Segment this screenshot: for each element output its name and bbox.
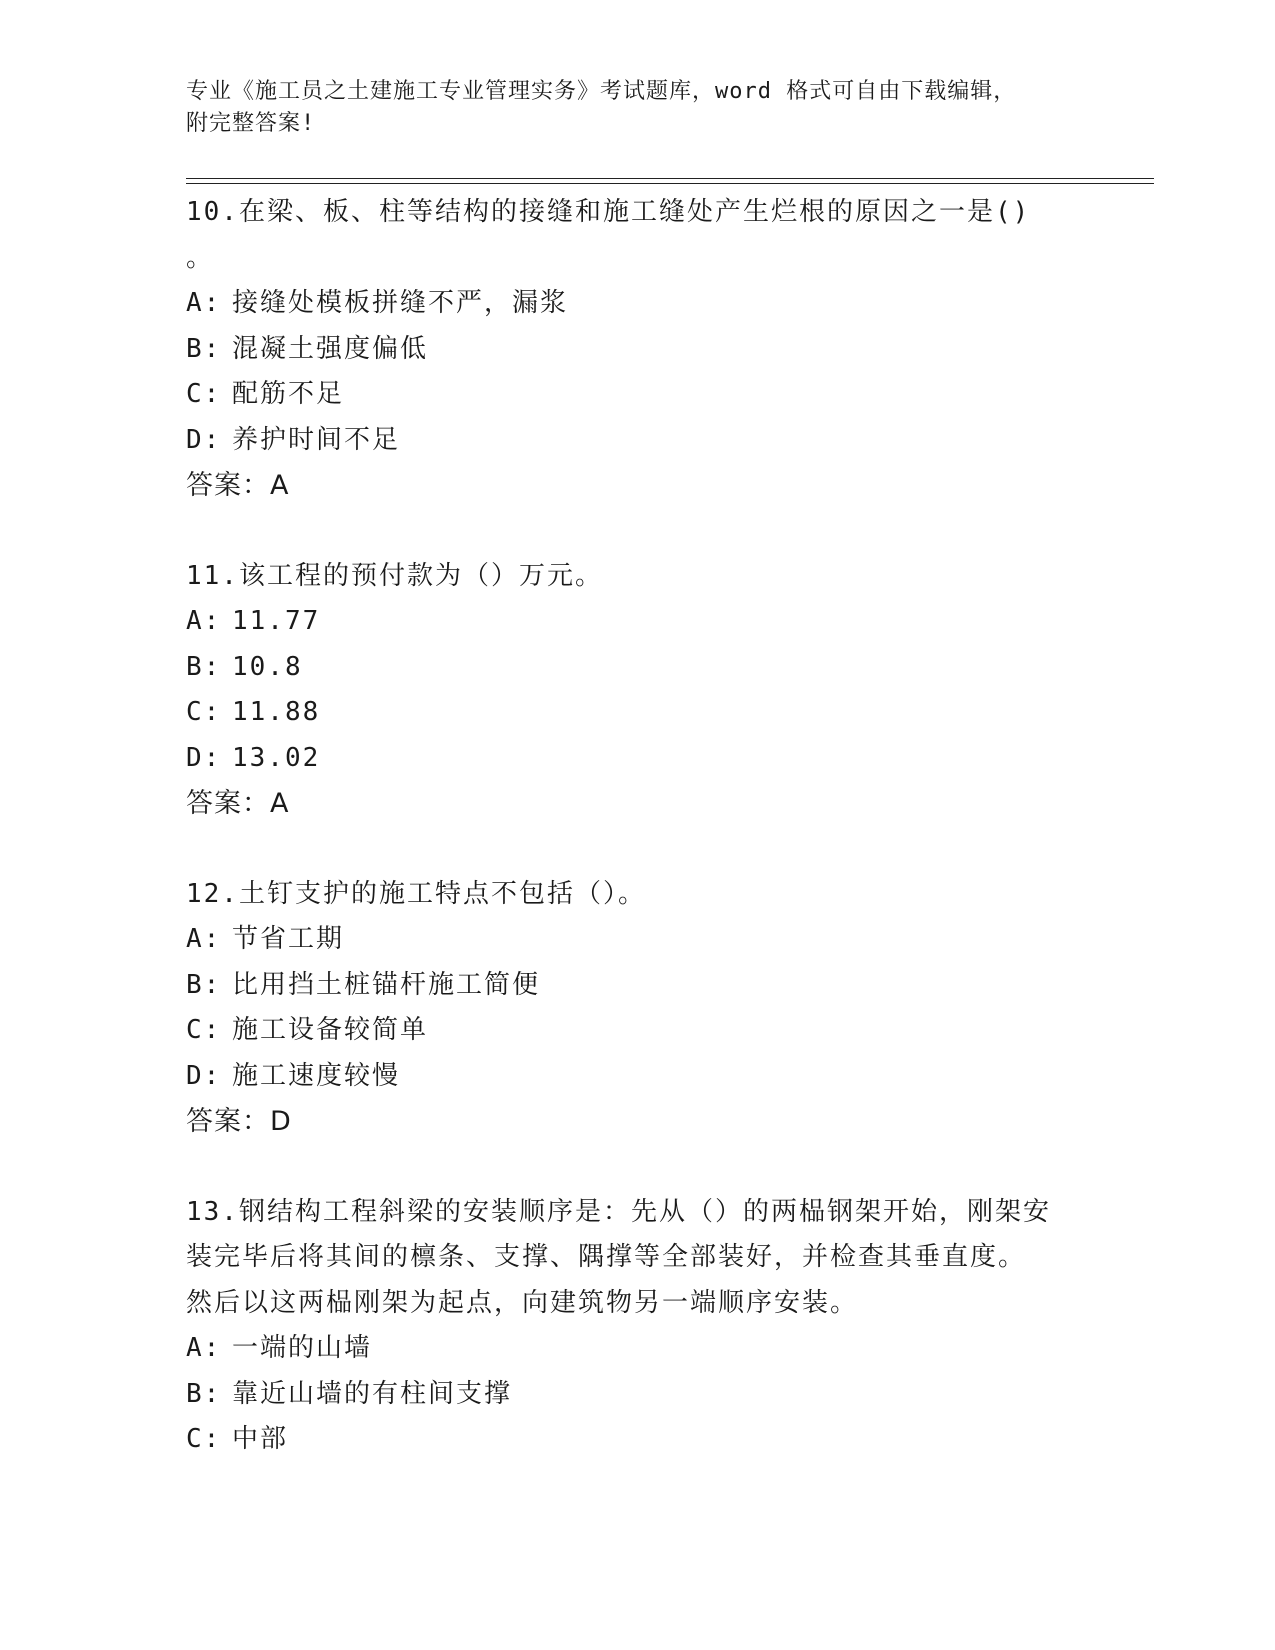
option-label: C:: [186, 1015, 222, 1045]
question-stem: 。: [186, 242, 215, 273]
option-label: B:: [186, 651, 222, 682]
option-label: D:: [186, 742, 222, 773]
answer-line: [186, 1099, 1086, 1145]
answer-value: D: [270, 1106, 292, 1137]
option-text: 养护时间不足: [232, 424, 401, 455]
header-divider-top: [186, 178, 1154, 179]
option-row: [186, 736, 1086, 782]
option-text: 中部: [232, 1424, 289, 1454]
option-label: A:: [186, 606, 222, 636]
option-text: 节省工期: [232, 924, 345, 954]
option-row: [186, 1372, 1086, 1418]
option-text: 靠近山墙的有柱间支撑: [232, 1378, 513, 1409]
option-label: C:: [186, 1424, 222, 1454]
option-row: [186, 1054, 1086, 1100]
option-text: 施工速度较慢: [232, 1060, 401, 1091]
option-text: 11.88: [232, 697, 321, 727]
question-stem: 13.钢结构工程斜梁的安装顺序是：先从（）的两榀钢架开始，刚架安: [186, 1196, 1051, 1227]
option-text: 配筋不足: [232, 379, 345, 409]
option-row: [186, 372, 1086, 418]
question-stem: 10.在梁、板、柱等结构的接缝和施工缝处产生烂根的原因之一是(): [186, 197, 1031, 227]
option-row: [186, 1008, 1086, 1054]
answer-prefix: 答案：: [186, 788, 270, 819]
option-row: [186, 917, 1086, 963]
option-row: [186, 690, 1086, 736]
document-header: [186, 76, 1086, 140]
question-item: [186, 554, 1086, 827]
question-item: [186, 1190, 1086, 1463]
option-row: [186, 1326, 1086, 1372]
answer-value: A: [270, 788, 290, 819]
header-line-2: 附完整答案!: [186, 111, 316, 136]
option-row: [186, 281, 1086, 327]
option-row: [186, 418, 1086, 464]
option-row: [186, 599, 1086, 645]
option-row: [186, 327, 1086, 373]
header-divider-bottom: [186, 183, 1154, 184]
option-text: 13.02: [232, 742, 321, 773]
question-item: [186, 872, 1086, 1145]
answer-prefix: 答案：: [186, 1106, 270, 1137]
option-label: C:: [186, 379, 222, 409]
option-text: 11.77: [232, 606, 321, 636]
question-stem: 装完毕后将其间的檩条、支撑、隅撑等全部装好，并检查其垂直度。: [186, 1242, 1027, 1272]
option-row: [186, 963, 1086, 1009]
option-label: D:: [186, 1060, 222, 1091]
option-label: D:: [186, 424, 222, 455]
option-label: C:: [186, 697, 222, 727]
option-text: 比用挡土桩锚杆施工简便: [232, 969, 541, 1000]
option-label: B:: [186, 333, 222, 364]
header-line-1: 专业《施工员之土建施工专业管理实务》考试题库，word 格式可自由下载编辑，: [186, 79, 1017, 104]
option-row: [186, 645, 1086, 691]
option-text: 10.8: [232, 651, 303, 682]
answer-prefix: 答案：: [186, 470, 270, 501]
answer-line: [186, 463, 1086, 509]
option-text: 一端的山墙: [232, 1333, 373, 1363]
question-list: [186, 190, 1086, 1508]
option-label: B:: [186, 969, 222, 1000]
question-stem: 然后以这两榀刚架为起点，向建筑物另一端顺序安装。: [186, 1287, 859, 1318]
option-label: A:: [186, 924, 222, 954]
question-stem: 12.土钉支护的施工特点不包括（）。: [186, 878, 646, 909]
option-label: A:: [186, 1333, 222, 1363]
option-text: 施工设备较简单: [232, 1015, 429, 1045]
question-stem: 11.该工程的预付款为（）万元。: [186, 560, 603, 591]
option-label: A:: [186, 288, 222, 318]
answer-value: A: [270, 470, 290, 501]
option-text: 接缝处模板拼缝不严，漏浆: [232, 288, 569, 318]
option-text: 混凝土强度偏低: [232, 333, 429, 364]
option-row: [186, 1417, 1086, 1463]
question-item: [186, 190, 1086, 509]
option-label: B:: [186, 1378, 222, 1409]
answer-line: [186, 781, 1086, 827]
